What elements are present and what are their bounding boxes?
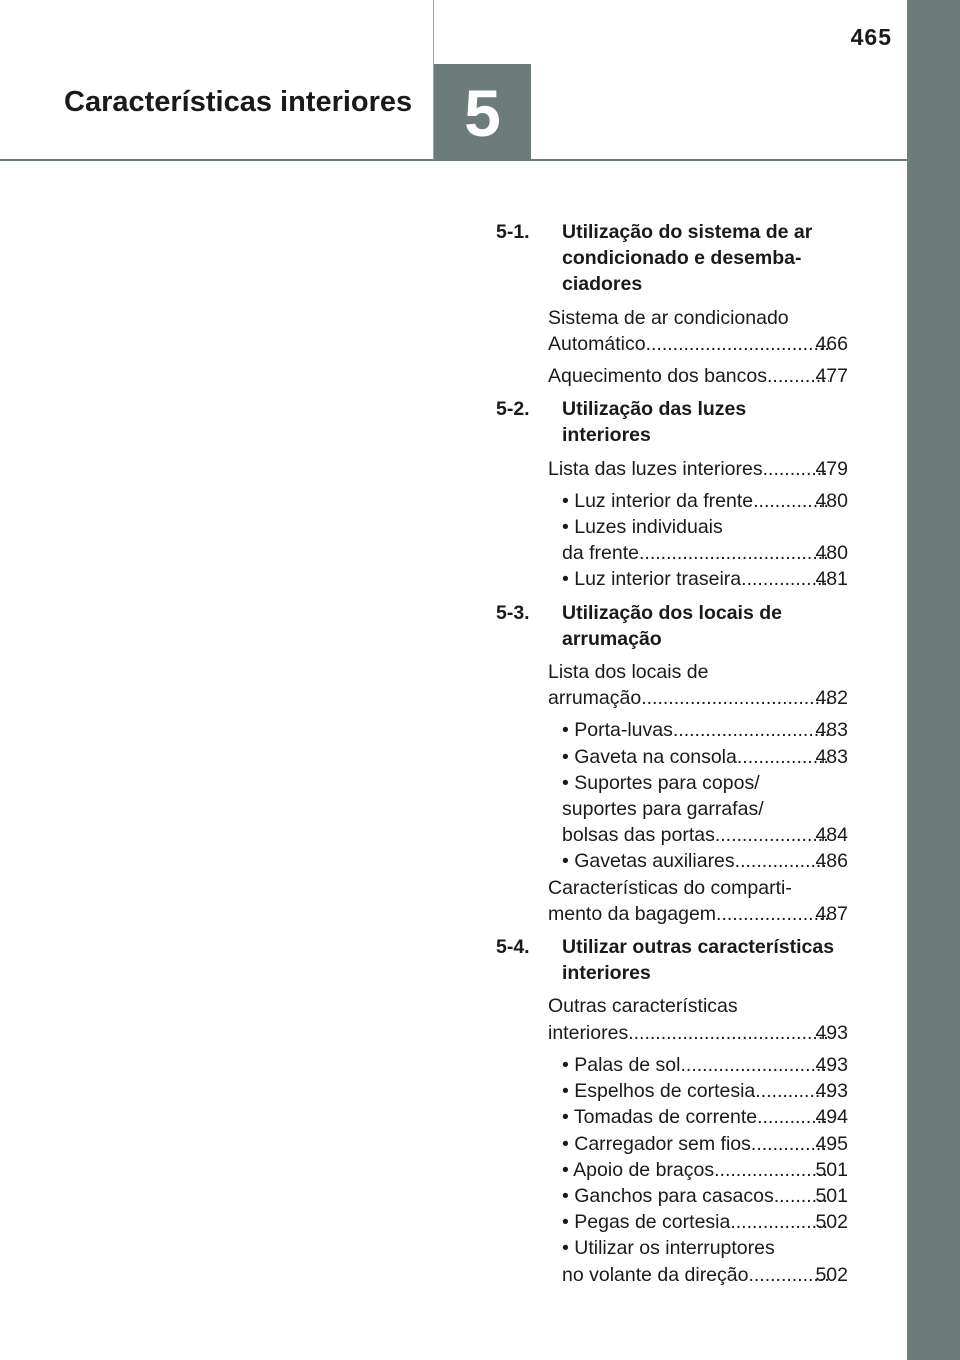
toc-page-number: 483	[815, 719, 848, 742]
toc-entry-line: • Utilizar os interruptores	[562, 1237, 775, 1260]
toc-section-number: 5-1.	[496, 221, 530, 243]
toc-subentry[interactable]	[562, 1078, 848, 1104]
toc-section-title-line: condicionado e desemba-	[562, 247, 802, 270]
toc-page-number: 495	[815, 1132, 848, 1155]
toc-section-heading	[496, 934, 848, 986]
toc-entry-leader-line	[562, 566, 848, 592]
chapter-title: Características interiores	[64, 86, 413, 118]
toc-section-title-line: Utilização das luzes	[562, 398, 747, 421]
toc-subentry[interactable]	[562, 1209, 848, 1235]
toc-entry-line: suportes para garrafas/	[562, 798, 764, 821]
toc-entry-leader-line	[548, 685, 848, 711]
toc-entry-line: Características do comparti-	[548, 876, 792, 899]
toc-subentry[interactable]	[562, 1131, 848, 1157]
toc-section-heading	[496, 600, 848, 652]
toc-subentry[interactable]	[562, 770, 848, 849]
toc-entry-leader-line	[562, 717, 848, 743]
toc-subentry[interactable]	[562, 848, 848, 874]
toc-subentry[interactable]	[562, 514, 848, 566]
toc-entry-text: Lista das luzes interiores	[548, 457, 763, 480]
toc-entry-text: no volante da direção	[562, 1263, 749, 1286]
toc-entry-line: Sistema de ar condicionado	[548, 306, 789, 329]
toc-section-title	[562, 219, 848, 298]
toc-entry-text: bolsas das portas	[562, 824, 715, 847]
toc-entry-leader-line	[548, 331, 848, 357]
toc-entry[interactable]	[548, 993, 848, 1045]
toc-subentry[interactable]	[562, 1183, 848, 1209]
toc-entry[interactable]	[548, 363, 848, 389]
toc-dot-leader	[716, 901, 829, 927]
toc-entry-text: interiores	[548, 1021, 629, 1044]
toc-section-heading	[496, 396, 848, 448]
toc-section-heading	[496, 219, 848, 298]
toc-page-number: 501	[815, 1158, 848, 1181]
toc-entry-leader-line	[562, 1157, 848, 1183]
toc-section-title-line: interiores	[562, 424, 651, 447]
toc-page-number: 481	[815, 568, 848, 591]
table-of-contents	[496, 219, 848, 1295]
chapter-side-tab	[907, 0, 960, 1360]
toc-entry-leader-line	[548, 901, 848, 927]
toc-page-number: 477	[815, 365, 848, 388]
toc-entry-text: • Carregador sem fios	[562, 1132, 751, 1155]
toc-entry-text: • Gavetas auxiliares	[562, 850, 735, 873]
toc-subentry[interactable]	[562, 744, 848, 770]
toc-entry-line: Lista dos locais de	[548, 661, 709, 684]
toc-entry-text: • Apoio de braços	[562, 1158, 715, 1181]
toc-subentry[interactable]	[562, 566, 848, 592]
toc-dot-leader	[680, 1052, 829, 1078]
toc-entry-leader-line	[562, 540, 848, 566]
toc-entry-leader-line	[562, 1052, 848, 1078]
toc-subentry[interactable]	[562, 1052, 848, 1078]
toc-page-number: 480	[815, 489, 848, 512]
toc-section-title-line: Utilizar outras características	[562, 936, 835, 959]
toc-page-number: 466	[815, 332, 848, 355]
toc-page-number: 486	[815, 850, 848, 873]
chapter-number-box: 5	[434, 64, 531, 160]
toc-page-number: 479	[815, 457, 848, 480]
toc-page-number: 502	[815, 1211, 848, 1234]
toc-dot-leader	[646, 331, 830, 357]
toc-subentry[interactable]	[562, 1104, 848, 1130]
toc-section-number: 5-3.	[496, 601, 530, 624]
toc-dot-leader	[714, 1157, 829, 1183]
page-number: 465	[850, 24, 892, 50]
toc-entry[interactable]	[548, 875, 848, 927]
toc-dot-leader	[641, 685, 829, 711]
toc-entry[interactable]	[548, 456, 848, 482]
toc-entry-leader-line	[548, 456, 848, 482]
toc-dot-leader	[628, 1020, 829, 1046]
toc-entry-leader-line	[562, 1131, 848, 1157]
toc-entry[interactable]	[548, 659, 848, 711]
toc-entry-text: mento da bagagem	[548, 902, 717, 925]
toc-entry-text: Aquecimento dos bancos	[548, 365, 767, 388]
toc-entry-text: • Ganchos para casacos	[562, 1184, 774, 1207]
toc-entry-text: • Pegas de cortesia	[562, 1211, 731, 1234]
toc-entry-text: • Gaveta na consola	[562, 745, 737, 768]
toc-page-number: 483	[815, 745, 848, 768]
toc-section-title	[562, 934, 848, 986]
toc-page-number: 494	[815, 1106, 848, 1129]
toc-section-number: 5-2.	[496, 398, 530, 421]
toc-entry-text: • Palas de sol	[562, 1053, 681, 1076]
toc-page-number: 502	[815, 1263, 848, 1286]
toc-page-number: 501	[815, 1184, 848, 1207]
toc-page-number: 493	[815, 1021, 848, 1044]
toc-entry[interactable]	[548, 305, 848, 357]
toc-entry-text: da frente	[562, 542, 639, 565]
toc-page-number: 493	[815, 1080, 848, 1103]
toc-entry-leader-line	[562, 822, 848, 848]
toc-section-title-line: interiores	[562, 962, 651, 985]
toc-entry-text: • Luz interior da frente	[562, 489, 754, 512]
toc-entry-text: • Porta-luvas	[562, 719, 673, 742]
toc-entry-line: • Luzes individuais	[562, 516, 723, 539]
toc-section-title	[562, 600, 848, 652]
toc-entry-line: • Suportes para copos/	[562, 771, 760, 794]
toc-subentry[interactable]	[562, 1157, 848, 1183]
toc-section-title	[562, 396, 848, 448]
toc-entry-leader-line	[548, 1020, 848, 1046]
toc-entry-leader-line	[562, 848, 848, 874]
toc-entry-leader-line	[562, 744, 848, 770]
toc-entry-text: arrumação	[548, 687, 642, 710]
toc-entry-text: • Tomadas de corrente	[562, 1106, 758, 1129]
toc-page-number: 482	[815, 687, 848, 710]
toc-section-number: 5-4.	[496, 936, 530, 959]
toc-entry-leader-line	[562, 1262, 848, 1288]
toc-subentry[interactable]	[562, 488, 848, 514]
toc-entry-leader-line	[562, 1104, 848, 1130]
toc-entry-text: • Espelhos de cortesia	[562, 1080, 756, 1103]
toc-subentry[interactable]	[562, 717, 848, 743]
toc-entry-leader-line	[562, 1209, 848, 1235]
toc-page-number: 484	[815, 824, 848, 847]
toc-section-title-line: Utilização do sistema de ar	[562, 221, 813, 243]
toc-subentry[interactable]	[562, 1235, 848, 1287]
toc-page-number: 493	[815, 1053, 848, 1076]
toc-dot-leader	[639, 540, 829, 566]
toc-entry-leader-line	[562, 1183, 848, 1209]
toc-dot-leader	[673, 717, 830, 743]
toc-entry-leader-line	[562, 488, 848, 514]
toc-entry-text: Automático	[548, 332, 646, 355]
toc-entry-line: Outras características	[548, 995, 738, 1018]
toc-entry-leader-line	[562, 1078, 848, 1104]
toc-section-title-line: Utilização dos locais de	[562, 601, 782, 624]
toc-entry-leader-line	[548, 363, 848, 389]
toc-page-number: 487	[815, 902, 848, 925]
toc-section-title-line: ciadores	[562, 273, 643, 296]
toc-dot-leader	[715, 822, 830, 848]
toc-page-number: 480	[815, 542, 848, 565]
toc-section-title-line: arrumação	[562, 627, 662, 650]
toc-entry-text: • Luz interior traseira	[562, 568, 742, 591]
